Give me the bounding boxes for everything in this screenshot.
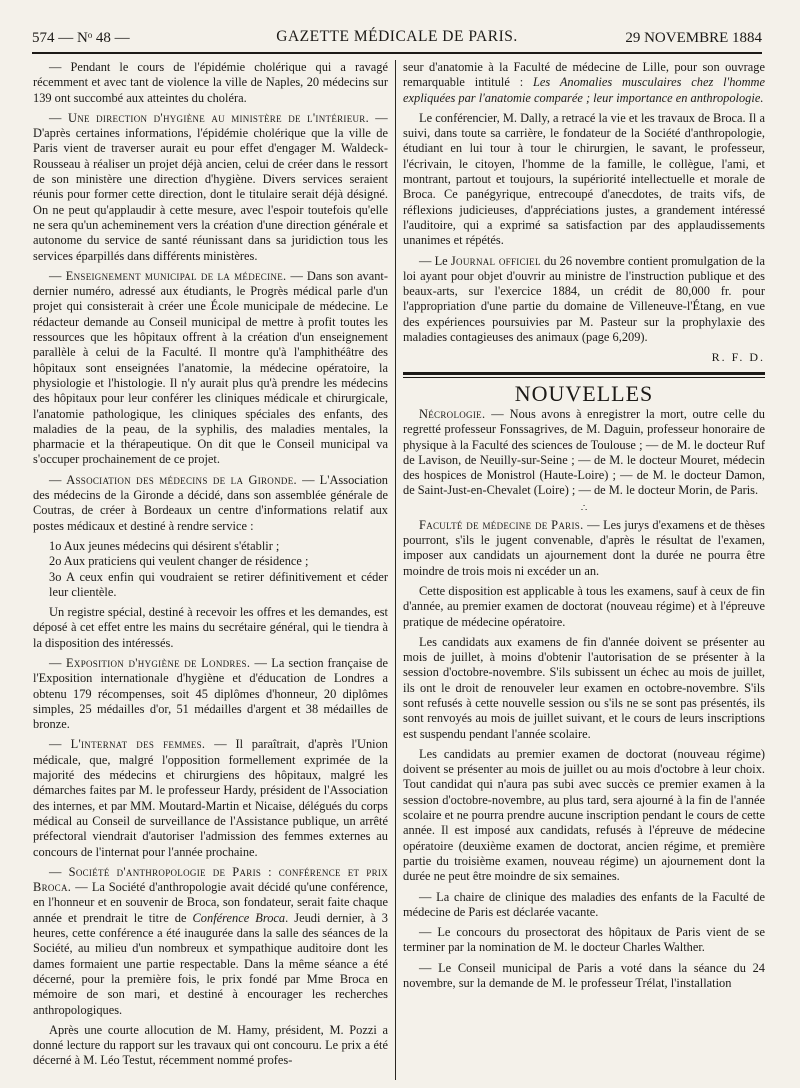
news-faculte-p4: Les candidats au premier examen de doctorat (nouveau régime) doivent se présenter au mois de juillet ou au mois d'octobre à leur choix. Tout candidat qui n'aura pas subi avec succès ce premier examen à la session d'octobre-novembre, au plus tard, sera ajourné à la fin de l'année scolaire et ne pourra prendre aucune inscription pendant le cours de cette année. Il est imposé aux candidats, refusés à l'épreuve de médecine opératoire (deuxième examen de doctorat, ancien régime, et première partie du troisième examen, nouveau régime) un ajournement dont la durée ne peut être moindre de six semaines. — [403, 746, 765, 884]
news-faculte — [403, 518, 765, 579]
article-body: Les jurys d'examens et de thèses pourront, s'ils le jugent convenable, d'après le résultat de l'examen, imposer aux candidats un ajournement dont la durée ne pourra être moindre de trois mois ni excéder un an. — [403, 517, 765, 578]
article-hygiene-direction — [33, 111, 388, 264]
article-prix-testut: Après une courte allocution de M. Hamy, président, M. Pozzi a donné lecture du rapport sur les travaux qui ont concouru. Le prix a été décerné à M. Léo Testut, récemment nommé profes- — [33, 1022, 388, 1068]
article-heading: — Société d'anthropologie de Paris : conférence et prix Broca. — — [33, 864, 388, 895]
list-item: 3o A ceux enfin qui voudraient se retirer définitivement et céder leur clientèle. — [49, 569, 388, 599]
running-header — [32, 28, 762, 50]
article-body: D'après certaines informations, l'épidémie cholérique que la ville de Paris vient de traverser aurait eu pour effet d'engager M. Waldeck-Rousseau à réaliser un projet déjà ancien, celui de créer dans le ressort de son ministère une direction d'hygiène. Divers services seraient réunis pour former cette direction, dont le titulaire serait déjà désigné. On ne peut qu'applaudir à cette mesure, avec l'espoir toutefois qu'elle ne sera qu'un acheminement vers la création d'une direction générale et autonome du service de santé réunissant dans sa juridiction tous les services éparpillés dans différents ministères. — [33, 126, 388, 263]
article-testut-continued — [403, 60, 765, 106]
article-body: du 26 novembre contient promulgation de la loi ayant pour objet d'ouvrir au ministre de l'instruction publique et des beaux-arts, sur l'exercice 1884, un crédit de 80,000 fr. pour l'appropriation d'une partie du domaine de Villeneuve-l'Étang, en vue des expériences poursuivies par M. Pasteur sur la prophylaxie des maladies contagieuses des animaux (page 6,209). — [403, 253, 765, 345]
article-journal-officiel — [403, 254, 765, 346]
signature: R. F. D. — [711, 350, 765, 365]
article-prix-broca — [33, 865, 388, 1018]
article-body: Nous avons à enregistrer la mort, outre celle du regretté professeur Fonssagrives, de M. Daguin, professeur honoraire de physique à la Faculté des sciences de Toulouse ; — de M. le docteur Ruf de Lavison, de Neuilly-sur-Seine ; — de M. le docteur Mouret, médecin des hospices de Monistrol (Haute-Loire) ; — de M. le docteur Damon, de Saint-Just-en-Chevalet (Loire) ; — de M. le docteur Morin, de Paris. — [403, 406, 765, 498]
article-body: — Le — [419, 253, 451, 268]
section-rule — [403, 372, 765, 378]
article-emphasis: Conférence Broca — [192, 910, 286, 925]
article-heading: — Une direction d'hygiène au ministère de l'intérieur. — — [49, 110, 388, 125]
separator-dots: ∴ — [580, 502, 588, 514]
article-gironde-registry: Un registre spécial, destiné à recevoir les offres et les demandes, est déposé à cet effet entre les mains du secrétaire général, qui le tiendra à la disposition des intéressés. — [33, 605, 388, 650]
article-municipal-school — [33, 269, 388, 468]
article-body: Il paraîtrait, d'après l'Union médicale, que, malgré l'opposition formellement exprimée de la majorité des médecins et chirurgiens des hôpitaux, malgré les démarches faites par M. le professeur Hardy, président de l'Association des internes, et par MM. Moutard-Martin et Nicaise, délégués du corps médical au Conseil de surveillance de l'Assistance publique, un arrêté préfectoral viendrait d'autoriser l'admission des femmes externes au concours de l'internat pour l'année prochaine. — [33, 737, 388, 859]
article-gironde — [33, 473, 388, 534]
article-heading: Nécrologie. — — [419, 406, 504, 421]
news-conseil-municipal: — Le Conseil municipal de Paris a voté dans la séance du 24 novembre, sur la demande de M. le professeur Trélat, l'installation — [403, 960, 765, 991]
journal-title: GAZETTE MÉDICALE DE PARIS. — [276, 28, 518, 45]
news-necrologie — [403, 407, 765, 499]
list-item: 2o Aux praticiens qui veulent changer de résidence ; — [49, 554, 309, 569]
news-chaire-vacante: — La chaire de clinique des maladies des enfants de la Faculté de médecine de Paris est déclarée vacante. — [403, 889, 765, 919]
column-divider — [395, 60, 396, 1080]
article-heading: — L'internat des femmes. — — [49, 737, 227, 752]
article-body: Dans son avant-dernier numéro, adressé aux étudiants, le Progrès médical parle d'un projet qui consisterait à créer une École municipale de médecine. Le rédacteur demande au Conseil municipal de mettre à profit toutes les ressources que les hôpitaux offrent à la création d'un enseignement parallèle à celui de la Faculté. Il montre qu'à l'amphithéâtre des hôpitaux sont enseignées l'anatomie, la médecine opératoire, la physiologie et l'histologie. Il n'y aurait plus qu'à prendre les médecins des hôpitaux pour leur conférer les cliniques médicale et chirurgicale, l'anatomie pathologique, les cliniques spéciales des enfants, des maladies de la peau, de la syphilis, des maladies mentales, la pharmacie et la thérapeutique. On dit que le Conseil municipal va s'occuper prochainement de ce projet. — [33, 268, 388, 467]
article-body: La section française de l'Exposition internationale d'hygiène et d'éducation de Londres a obtenu 179 récompenses, soit 45 diplômes d'honneur, 20 diplômes simples, 25 médailles d'or, 51 médailles d'argent et 38 médailles de bronze. — [33, 655, 388, 732]
article-body: La Société d'anthropologie avait décidé qu'une conférence, en l'honneur et en souvenir de Broca, son fondateur, serait faite chaque année et prendrait le titre de — [33, 880, 388, 925]
article-heading: Faculté de médecine de Paris. — — [419, 517, 600, 532]
article-heading: Journal officiel — [450, 253, 541, 268]
article-heading: — Exposition d'hygiène de Londres. — — [49, 655, 268, 670]
section-title: NOUVELLES — [514, 380, 654, 406]
article-body: seur d'anatomie à la Faculté de médecine de Lille, pour son ouvrage remarquable intitulé : — [403, 60, 765, 90]
article-naples-cholera: — Pendant le cours de l'épidémie cholérique qui a ravagé récemment et avec tant de violence la ville de Naples, 20 médecins sur 139 ont succombé aux atteintes du choléra. — [33, 60, 388, 105]
article-dally-conference: Le conférencier, M. Dally, a retracé la vie et les travaux de Broca. Il a suivi, dans toute sa carrière, le fondateur de la Société d'anthropologie, étudiant en lui tour à tour le chirurgien, le savant, le professeur, l'écrivain, le citoyen, l'homme de la famille, le collègue, l'ami, et montrant, partout et toujours, la supériorité intellectuelle et morale de Broca. Ce panégyrique, entrecoupé d'anecdotes, de traits vifs, de réflexions judicieuses, d'appréciations justes, a grandement intéressé l'auditoire, qui a exprimé sa satisfaction par des applaudissements unanimes et répétés. — [403, 110, 765, 248]
header-rule — [32, 52, 762, 54]
article-body: . Jeudi dernier, à 3 heures, cette conférence a été inaugurée dans la salle des séances de la Société, au milieu d'un nombreux et sympathique auditoire dont les dames formaient une partie respectable. Dans la même séance a été décerné, pour la première fois, le prix fondé par Mme Broca en mémoire de son mari, et destiné à encourager les recherches anthropologiques. — [33, 910, 388, 1017]
page-number: 574 — Nᵒ 48 — — [32, 30, 130, 46]
article-london-exposition — [33, 656, 388, 732]
gironde-list — [33, 539, 388, 600]
article-emphasis: Les Anomalies musculaires chez l'homme expliquées par l'anatomie comparée ; leur importance en anthropologie. — [403, 75, 765, 105]
article-heading: — Association des médecins de la Gironde. — — [49, 472, 315, 487]
article-internat-femmes — [33, 737, 388, 859]
left-column — [33, 60, 388, 1080]
list-item: 1o Aux jeunes médecins qui désirent s'établir ; — [49, 538, 280, 553]
news-prosectorat: — Le concours du prosectorat des hôpitaux de Paris vient de se terminer par la nomination de M. le docteur Charles Walther. — [403, 925, 765, 955]
news-faculte-p2: Cette disposition est applicable à tous les examens, sauf à ceux de fin d'année, au premier examen de doctorat (nouveau régime) et à l'épreuve pratique de médecine opératoire. — [403, 583, 765, 629]
issue-date: 29 NOVEMBRE 1884 — [625, 30, 762, 46]
article-heading: — Enseignement municipal de la médecine. — — [49, 268, 304, 283]
news-faculte-p3: Les candidats aux examens de fin d'année doivent se présenter au mois de juillet, à moins d'obtenir l'autorisation de se présenter à la session d'octobre-novembre. S'ils subissent un échec au mois de juillet, ils ont le droit de renouveler leur examen en octobre-novembre. S'ils sont refusés à cette nouvelle session ou s'ils ne se sont pas présentés, ils sont renvoyés au mois de juillet suivant, et le cours de leurs inscriptions est suspendu pendant l'année scolaire. — [403, 634, 765, 741]
right-column — [403, 60, 765, 1080]
article-body: L'Association des médecins de la Gironde a décidé, dans son assemblée générale de Coutras, de créer à Bordeaux un centre d'informations relatif aux postes médicaux et destiné à rendre service : — [33, 472, 388, 533]
